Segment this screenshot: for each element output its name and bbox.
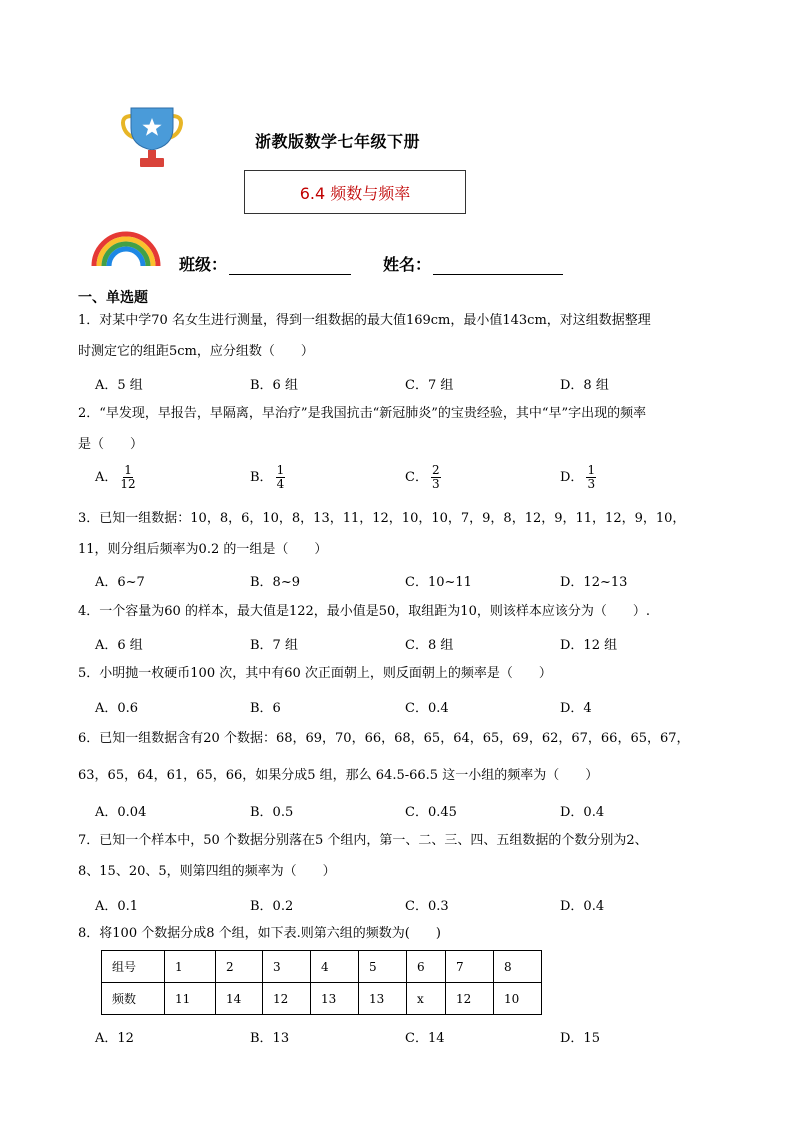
- table-cell: 1: [165, 951, 216, 983]
- question-text-line: 7．已知一个样本中，50 个数据分别落在5 个组内，第一、二、三、四、五组数据的个数分别为2、: [78, 833, 648, 848]
- table-row: [102, 983, 542, 1015]
- question-text-line: 1．对某中学70 名女生进行测量，得到一组数据的最大值169cm，最小值143cm，对这组数据整理: [78, 313, 651, 328]
- option-b: B．8~9: [250, 575, 300, 590]
- class-label: 班级：: [179, 255, 228, 274]
- lesson-title: 6.4 频数与频率: [244, 170, 466, 214]
- option-c: [405, 464, 441, 491]
- option-c: C．7 组: [405, 378, 454, 393]
- option-c: C．0.3: [405, 899, 449, 914]
- fraction: [276, 464, 286, 491]
- table-cell: 14: [216, 983, 263, 1015]
- numerator: 1: [587, 463, 596, 477]
- rainbow-icon: [89, 228, 163, 268]
- question-2: [78, 398, 718, 460]
- table-cell: 10: [494, 983, 542, 1015]
- table-cell: 13: [311, 983, 359, 1015]
- option-a: A．6 组: [95, 638, 143, 653]
- table-cell: 4: [311, 951, 359, 983]
- table-cell: 组号: [102, 951, 165, 983]
- frequency-table: [101, 950, 542, 1015]
- question-text-line: 3．已知一组数据：10，8，6，10，8，13，11，12，10，10，7，9，8，12，9，11，12，9，10，: [78, 511, 686, 526]
- table-cell: 13: [359, 983, 407, 1015]
- numerator: 1: [124, 463, 132, 477]
- table-cell: 2: [216, 951, 263, 983]
- option-a: A．12: [95, 1031, 134, 1046]
- fraction: [586, 464, 596, 491]
- numerator: 2: [431, 463, 440, 477]
- question-text-line: 11，则分组后频率为0.2 的一组是（ ）: [78, 542, 328, 557]
- table-cell: x: [407, 983, 446, 1015]
- name-input-line[interactable]: [433, 256, 563, 275]
- option-d: [560, 464, 596, 491]
- option-d: D．0.4: [560, 805, 605, 820]
- question-text-line: 6．已知一组数据含有20 个数据：68，69，70，66，68，65，64，65，69，62，67，66，65，67，: [78, 731, 690, 746]
- book-title: 浙教版数学七年级下册: [255, 132, 421, 151]
- option-letter: B．: [250, 470, 273, 485]
- option-d: D．8 组: [560, 378, 609, 393]
- option-b: B．0.5: [250, 805, 294, 820]
- option-b: [250, 464, 285, 491]
- name-label: 姓名：: [383, 255, 432, 274]
- table-cell: 11: [165, 983, 216, 1015]
- option-a: A．0.1: [95, 899, 139, 914]
- option-c: C．0.45: [405, 805, 457, 820]
- question-text-line: 5．小明抛一枚硬币100 次，其中有60 次正面朝上，则反面朝上的频率是（ ）: [78, 666, 552, 681]
- question-text-line: 8．将100 个数据分成8 个组，如下表.则第六组的频数为( ): [78, 926, 441, 941]
- option-d: D．12~13: [560, 575, 628, 590]
- table-cell: 3: [263, 951, 311, 983]
- fraction: [431, 464, 441, 491]
- option-d: D．0.4: [560, 899, 605, 914]
- option-c: C．10~11: [405, 575, 472, 590]
- table-cell: 频数: [102, 983, 165, 1015]
- denominator: 4: [276, 477, 285, 491]
- denominator: 12: [120, 477, 136, 491]
- class-input-line[interactable]: [229, 256, 351, 275]
- question-text-line: 63，65，64，61，65，66，如果分成5 组，那么 64.5-66.5 这一小组的频率为（ ）: [78, 768, 599, 783]
- class-name-line: [179, 252, 563, 275]
- question-7: [78, 825, 718, 887]
- option-letter: C．: [405, 470, 428, 485]
- option-a: A．0.6: [95, 701, 139, 716]
- option-b: B．6 组: [250, 378, 298, 393]
- option-b: B．0.2: [250, 899, 294, 914]
- option-a: A．5 组: [95, 378, 143, 393]
- table-cell: 8: [494, 951, 542, 983]
- question-text-line: 4．一个容量为60 的样本，最大值是122，最小值是50，取组距为10，则该样本应该分为（ ）.: [78, 604, 650, 619]
- option-d: D．15: [560, 1031, 600, 1046]
- option-c: C．8 组: [405, 638, 454, 653]
- question-text-line: 是（ ）: [78, 437, 144, 452]
- question-3: [78, 503, 718, 565]
- numerator: 1: [276, 463, 285, 477]
- question-text-line: 时测定它的组距5cm，应分组数（ ）: [78, 344, 314, 359]
- table-row: [102, 951, 542, 983]
- option-letter: D．: [560, 470, 584, 485]
- option-d: D．4: [560, 701, 592, 716]
- option-b: B．6: [250, 701, 281, 716]
- option-a: [95, 464, 136, 491]
- option-c: C．14: [405, 1031, 445, 1046]
- trophy-icon: [118, 106, 186, 170]
- option-a: A．6~7: [95, 575, 145, 590]
- option-b: B．7 组: [250, 638, 298, 653]
- denominator: 3: [431, 477, 440, 491]
- question-4: [78, 596, 718, 627]
- question-5: [78, 658, 718, 689]
- question-text-line: 2．“早发现，早报告，早隔离，早治疗”是我国抗击“新冠肺炎”的宝贵经验，其中“早”字出现的频率: [78, 406, 647, 421]
- question-text-line: 8、15、20、5，则第四组的频率为（ ）: [78, 864, 336, 879]
- option-a: A．0.04: [95, 805, 147, 820]
- table-cell: 12: [446, 983, 494, 1015]
- table-cell: 5: [359, 951, 407, 983]
- table-cell: 7: [446, 951, 494, 983]
- question-6: [78, 720, 718, 794]
- option-b: B．13: [250, 1031, 290, 1046]
- option-d: D．12 组: [560, 638, 618, 653]
- option-c: C．0.4: [405, 701, 449, 716]
- section-title: 一、单选题: [78, 290, 148, 306]
- question-8: [78, 918, 718, 949]
- table-cell: 6: [407, 951, 446, 983]
- table-cell: 12: [263, 983, 311, 1015]
- fraction: [120, 464, 135, 491]
- denominator: 3: [587, 477, 596, 491]
- option-letter: A．: [95, 470, 118, 485]
- question-1: [78, 305, 718, 367]
